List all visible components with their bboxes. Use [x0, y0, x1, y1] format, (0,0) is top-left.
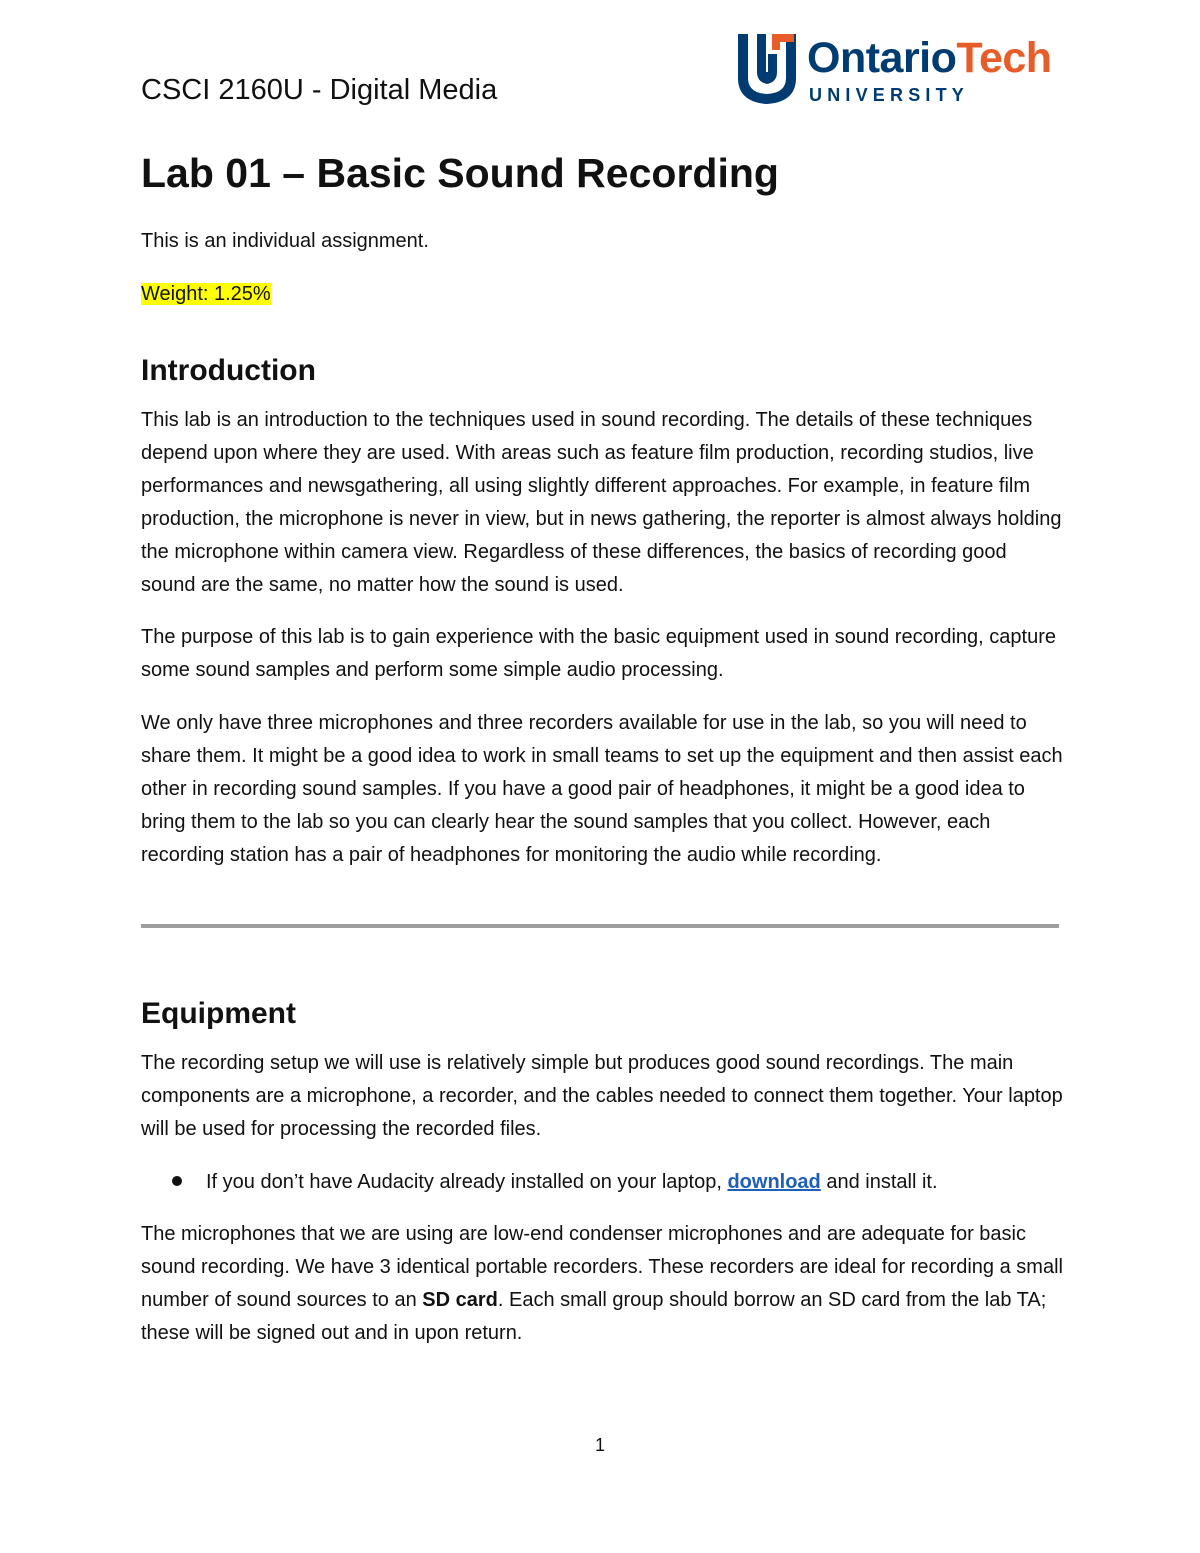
intro-paragraph-1: This lab is an introduction to the techniques used in sound recording. The details of these techniques depend upon where they are used. With areas such as feature film production, recording studios, live performances and newsgathering, all using slightly different approaches. For example, in feature film production, the microphone is never in view, but in news gathering, the reporter is almost always holding the microphone within camera view. Regardless of these differences, the basics of recording good sound are the same, no matter how the sound is used. [141, 409, 1062, 596]
equipment-paragraph-2: The microphones that we are using are low-end condenser microphones and are adequate for basic sound recording. We have 3 identical portable recorders. These recorders are ideal for recording a small number of sound sources to an SD card. Each small group should borrow an SD card from the lab TA; these will be signed out and in upon return. [141, 1223, 1063, 1344]
course-title: CSCI 2160U - Digital Media [141, 74, 498, 106]
intro-paragraph-2: The purpose of this lab is to gain experience with the basic equipment used in sound recording, capture some sound samples and perform some simple audio processing. [141, 626, 1056, 681]
bullet-text-after-link: and install it. [820, 1171, 938, 1193]
equipment-paragraph-1: The recording setup we will use is relatively simple but produces good sound recordings. The main components are a microphone, a recorder, and the cables needed to connect them together. Your laptop will be used for processing the recorded files. [141, 1052, 1063, 1140]
logo-wordmark: OntarioTech [807, 34, 1052, 82]
assignment-note: This is an individual assignment. [141, 230, 429, 252]
bullet-text-before-link: If you don’t have Audacity already installed on your laptop, [206, 1171, 728, 1193]
download-link[interactable]: download [727, 1171, 821, 1193]
equipment-heading: Equipment [141, 997, 296, 1030]
horizontal-divider [141, 924, 1059, 928]
introduction-heading: Introduction [141, 354, 316, 387]
logo-subtitle: UNIVERSITY [809, 85, 970, 105]
university-shield-icon [736, 32, 798, 106]
page-number: 1 [594, 1435, 605, 1455]
bullet-dot-icon [172, 1176, 182, 1186]
audacity-bullet-item [172, 1166, 1052, 1199]
weight-line [141, 278, 1066, 311]
ontario-tech-logo [736, 30, 1066, 110]
weight-highlight: Weight: 1.25% [141, 283, 271, 305]
lab-title: Lab 01 – Basic Sound Recording [141, 150, 779, 196]
intro-paragraph-3: We only have three microphones and three recorders available for use in the lab, so you will need to share them. It might be a good idea to work in small teams to set up the equipment and then assist each other in recording sound samples. If you have a good pair of headphones, it might be a good idea to bring them to the lab so you can clearly hear the sound samples that you collect. However, each recording station has a pair of headphones for monitoring the audio while recording. [141, 712, 1063, 866]
sd-card-emphasis: SD card [422, 1289, 498, 1311]
